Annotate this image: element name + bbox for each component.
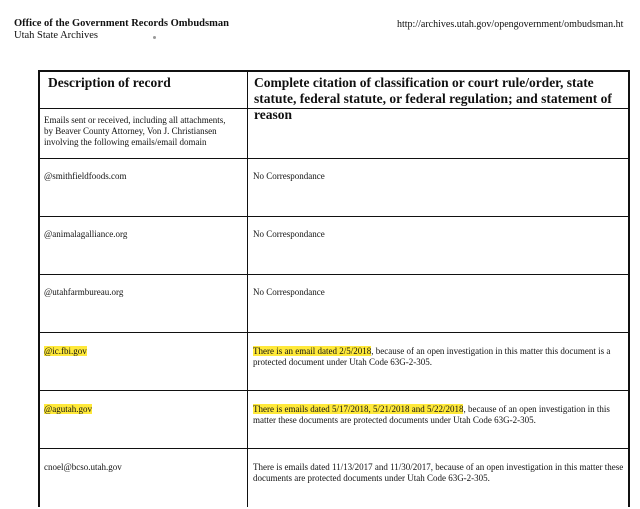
reason-cell [253,346,625,368]
reason-highlight: There is an email dated 2/5/2018 [253,346,372,356]
archives-subtitle: Utah State Archives [14,30,98,41]
domain-cell: cnoel@bcso.utah.gov [44,462,122,472]
reason-text: , because of an open investigation in this matter this document is a protected document under Utah Code 63G-2-305. [253,346,611,367]
domain-highlight: @agutah.gov [44,404,93,414]
records-table [38,70,630,507]
table-row [40,391,628,449]
reason-cell: No Correspondance [253,287,325,297]
document-header [14,18,229,42]
reason-text: , because of an open investigation in this matter these documents are protected documents under Utah Code 63G-2-305. [253,404,610,425]
domain-cell [44,346,242,357]
description-header: Description of record [48,75,171,90]
domain-cell [44,404,242,415]
reason-cell: There is emails dated 11/13/2017 and 11/30/2017, because of an open investigation in this matter these documents are protected documents under Utah Code 63G-2-305. [253,462,624,483]
citation-header: Complete citation of classification or court rule/order, state statute, federal statute, or federal regulation; and statement of reason [254,75,612,122]
table-header-row [40,72,628,122]
domain-highlight: @ic.fbi.gov [44,346,87,356]
office-title: Office of the Government Records Ombudsman [14,18,229,29]
reason-cell: No Correspondance [253,229,325,239]
table-row [40,217,628,275]
domain-cell: @utahfarmbureau.org [44,287,124,297]
reason-cell [253,404,625,426]
scan-speck [153,36,156,39]
table-row [40,159,628,217]
source-url: http://archives.utah.gov/opengovernment/ombudsman.ht [397,19,624,30]
domain-cell: @smithfieldfoods.com [44,171,127,181]
table-row [40,333,628,391]
reason-cell: No Correspondance [253,171,325,181]
reason-highlight: There is emails dated 5/17/2018, 5/21/2018 and 5/22/2018 [253,404,464,414]
table-row [40,109,628,159]
intro-description: Emails sent or received, including all attachments, by Beaver County Attorney, Von J. Christiansen involving the following emails/email domain [44,115,226,147]
table-row [40,275,628,333]
table-row [40,449,628,509]
domain-cell: @animalagalliance.org [44,229,128,239]
